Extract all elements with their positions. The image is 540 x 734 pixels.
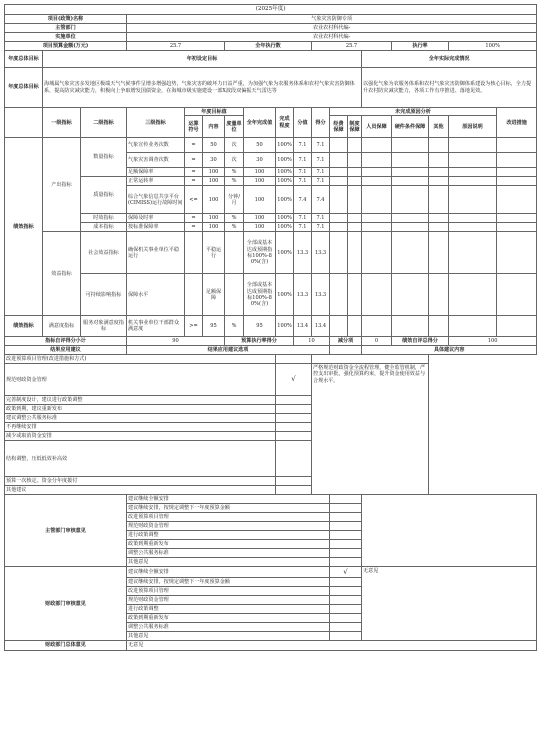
annual-exec-label: 全年执行数 [225, 42, 312, 51]
indicator-done: 100 [244, 223, 276, 232]
app-check [276, 477, 312, 486]
reason-cell [497, 138, 537, 153]
review-check [330, 578, 362, 587]
reason-cell [362, 214, 392, 223]
fin-summary-label: 财政部门总体意见 [5, 641, 127, 651]
indicator-value: 7.1 [294, 168, 312, 177]
indicator-unit: % [225, 223, 244, 232]
fin-review-rows [5, 567, 537, 641]
app-check [276, 432, 312, 441]
indicator-value: 7.4 [294, 186, 312, 214]
annual-done-header: 全年完成值 [244, 108, 276, 138]
reason-cell [362, 177, 392, 186]
reason-cell [449, 168, 497, 177]
lv1-header: 一级指标 [43, 108, 81, 138]
review-check [330, 504, 362, 513]
review-check [330, 522, 362, 531]
reason-cell [362, 153, 392, 168]
app-item-label: 建议调整公共服务标准 [5, 414, 276, 423]
indicator-score: 13.3 [312, 274, 330, 316]
indicator-name: 气象灾害调查次数 [127, 153, 185, 168]
indicator-degree: 100% [276, 274, 294, 316]
reason-cell [392, 153, 429, 168]
annual-target-header: 年度目标值 [185, 108, 244, 116]
reason-cell [429, 153, 449, 168]
reason-cell [449, 214, 497, 223]
app-item-label: 不再继续安排 [5, 423, 276, 432]
list-item [5, 486, 537, 495]
review-item-label: 政策到期重新发布 [127, 614, 330, 623]
lv2-group: 可持续影响指标 [81, 274, 127, 316]
list-item [5, 355, 537, 364]
indicator-score: 7.1 [312, 153, 330, 168]
lv1-group: 产出指标 [43, 138, 81, 232]
indicator-degree: 100% [276, 232, 294, 274]
indicator-op: <= [185, 186, 203, 214]
indicator-op: = [185, 223, 203, 232]
indicator-score: 7.1 [312, 177, 330, 186]
indicator-content: 足额保障 [203, 274, 225, 316]
app-items-header: 结果应用建议选项 [127, 346, 330, 355]
review-check [330, 531, 362, 540]
review-check [330, 596, 362, 605]
reason-cell [348, 153, 362, 168]
indicator-name: 综合气象信息共享平台(CIMISS)运行故障时间 [127, 186, 185, 214]
app-suggestion: 严格规范财政资金全流程管理，健全监管机制，严控支出审批，强化预算约束，提升资金使用效益与合规水平。 [312, 364, 429, 495]
app-check [276, 405, 312, 414]
indicator-name: 气象宣传业务次数 [127, 138, 185, 153]
indicator-score: 7.4 [312, 186, 330, 214]
review-check [330, 587, 362, 596]
indicator-content: 50 [203, 138, 225, 153]
app-item-label: 其他建议 [5, 486, 276, 495]
dept-review-rows [5, 495, 537, 567]
reason-cell [330, 177, 348, 186]
reason-cell [392, 177, 429, 186]
indicator-value: 7.1 [294, 138, 312, 153]
table-row [5, 177, 537, 186]
reason-cell [392, 138, 429, 153]
indicator-value: 7.1 [294, 153, 312, 168]
lv2-group: 成本指标 [81, 223, 127, 232]
budget-label: 项目预算金额(万元) [5, 42, 127, 51]
reason-cell [429, 138, 449, 153]
indicator-score: 13.3 [312, 232, 330, 274]
reason-cell [330, 138, 348, 153]
evaluation-sheet [4, 4, 536, 651]
budget-score-label: 预算执行率得分 [225, 337, 294, 346]
indicator-name: 按标准保障率 [127, 223, 185, 232]
reason-cell [362, 232, 392, 274]
list-item [5, 441, 537, 477]
actual-goal-label: 全年实际完成情况 [362, 51, 537, 68]
reason-cell [392, 223, 429, 232]
review-check [330, 614, 362, 623]
reason-cell [348, 223, 362, 232]
app-check [276, 355, 312, 364]
reason-cell [497, 223, 537, 232]
indicator-done: 100 [244, 168, 276, 177]
app-check [276, 414, 312, 423]
review-check [330, 558, 362, 567]
app-item-label: 减少或取消资金安排 [5, 432, 276, 441]
reason-header: 未完成原因分析 [330, 108, 497, 116]
score-header: 得分 [312, 108, 330, 138]
total-score: 100 [449, 337, 537, 346]
total-score-label: 绩效自评总得分 [392, 337, 449, 346]
goal-label: 年度总体目标 [5, 51, 43, 68]
deduct-label: 减分项 [330, 337, 362, 346]
self-score: 90 [127, 337, 225, 346]
indicator-done: 100 [244, 214, 276, 223]
reason-cell [429, 214, 449, 223]
review-item-label: 其他意见 [127, 558, 330, 567]
app-item-label: 预算一次核定、资金分年度拨付 [5, 477, 276, 486]
reason-cell [497, 177, 537, 186]
review-item-label: 进行政策调整 [127, 605, 330, 614]
app-check [276, 441, 312, 477]
table-row [5, 138, 537, 153]
indicator-name: 保障水平 [127, 274, 185, 316]
perf-label: 绩效指标 [5, 138, 43, 316]
reason-cell [362, 168, 392, 177]
reason-cell [449, 153, 497, 168]
review-check [330, 495, 362, 504]
indicator-degree: 100% [277, 224, 292, 231]
list-item [5, 477, 537, 486]
reason-cell [497, 168, 537, 177]
app-rows [5, 355, 537, 495]
reason-funding: 经费保障 [330, 116, 348, 138]
reason-cell [449, 177, 497, 186]
reason-cell [330, 223, 348, 232]
fin_review-opinion: 无意见 [362, 567, 537, 641]
reason-cell [449, 186, 497, 214]
review-item-label: 调整公共服务标准 [127, 549, 330, 558]
indicator-content: 100 [203, 223, 225, 232]
budget-value: 25.7 [127, 42, 225, 51]
reason-cell [348, 186, 362, 214]
indicator-value: 7.1 [294, 214, 312, 223]
indicator-degree: 100% [276, 186, 294, 214]
annual-exec-value: 25.7 [312, 42, 392, 51]
reason-cell [330, 274, 348, 316]
lv2-group: 质量指标 [81, 177, 127, 214]
indicator-unit: % [225, 214, 244, 223]
goal-row-label: 年度总体目标 [5, 68, 43, 108]
dept_review-opinion [362, 495, 537, 567]
list-item [5, 414, 537, 423]
indicator-degree: 100% [277, 215, 292, 222]
indicator-score: 7.1 [312, 168, 330, 177]
reason-cell [392, 214, 429, 223]
indicator-op: = [185, 153, 203, 168]
reason-cell [449, 223, 497, 232]
service-group: 服务对象满意度指标 [81, 316, 127, 337]
unit-label: 实施单位 [5, 33, 127, 42]
list-item [5, 396, 537, 405]
year-title: (2025年度) [5, 5, 537, 15]
reason-cell [497, 274, 537, 316]
review-item-label: 建议继续全额安排 [127, 495, 330, 504]
indicator-unit: 次 [225, 138, 244, 153]
indicator-content: 30 [203, 153, 225, 168]
list-item [5, 495, 537, 504]
indicator-unit [225, 232, 244, 274]
reason-cell [429, 274, 449, 316]
indicator-op: = [185, 214, 203, 223]
reason-cell [392, 186, 429, 214]
degree-header: 完成程度 [276, 108, 294, 138]
initial-goal-text: 海城属气象灾害多发地区极端天气气候事件呈增多增强趋势，气象灾害的破坏力日益严重，为加强气象为农服务体系和农村气象灾害防御体系，提高防灾减灾能力，积极向上争取增发国债资金，在海城市级实施建设一部X波段双偏振天气雷达等 [43, 68, 362, 108]
app-check [276, 396, 312, 405]
review-check [330, 540, 362, 549]
reason-cell [429, 232, 449, 274]
review-item-label: 政策到期重新发布 [127, 540, 330, 549]
list-item [5, 364, 537, 396]
review-check [330, 605, 362, 614]
table-row [5, 223, 537, 232]
lv2-group: 社会效益指标 [81, 232, 127, 274]
indicator-name: 足额保障率 [127, 168, 185, 177]
reason-hardware: 硬件条件保障 [392, 116, 429, 138]
indicator-content: 100 [203, 177, 225, 186]
indicator-value: 13.3 [294, 232, 312, 274]
indicator-degree: 100% [277, 178, 292, 185]
indicator-name: 确保机关事业单位平稳运行 [127, 232, 185, 274]
reason-cell [348, 138, 362, 153]
reason-staff: 人员保障 [362, 116, 392, 138]
app-item-label: 规范财政资金管理 [5, 364, 276, 396]
self-score-label: 指标自评得分小计 [5, 337, 127, 346]
op-header: 运算符号 [185, 116, 203, 138]
reason-cell [429, 186, 449, 214]
app-item-label: 政策到期，建议重新发布 [5, 405, 276, 414]
evaluation-table [4, 4, 537, 651]
review-check [330, 632, 362, 641]
project-name: 气象灾害防御专项 [127, 15, 537, 24]
satisfaction-group: 满意度指标 [43, 316, 81, 337]
reason-note: 原因说明 [449, 116, 497, 138]
indicator-op: = [185, 177, 203, 186]
reason-cell [392, 232, 429, 274]
review-item-label: 规范财政资金管理 [127, 596, 330, 605]
app-check [276, 423, 312, 432]
reason-cell [330, 232, 348, 274]
review-check [330, 623, 362, 632]
dept-value: 农业农村科代编- [127, 24, 537, 33]
indicator-name: 保障及时率 [127, 214, 185, 223]
indicator-unit: 次 [225, 153, 244, 168]
measures-header: 改进措施 [497, 108, 537, 138]
reason-cell [362, 186, 392, 214]
app-check: √ [276, 364, 312, 396]
indicator-value: 7.1 [294, 177, 312, 186]
reason-cell [348, 232, 362, 274]
app-check [276, 486, 312, 495]
review-item-label: 进行政策调整 [127, 531, 330, 540]
indicator-done: 30 [244, 153, 276, 168]
app-item-label: 结构调整，压低低效补高效 [5, 441, 276, 477]
list-item [5, 567, 537, 578]
reason-cell [429, 177, 449, 186]
lv2-group: 时效指标 [81, 214, 127, 223]
indicator-unit: % [225, 177, 244, 186]
list-item [5, 432, 537, 441]
lv2-header: 二级指标 [81, 108, 127, 138]
reason-cell [330, 168, 348, 177]
exec-rate-value: 100% [449, 42, 537, 51]
indicator-unit: 分钟/月 [225, 186, 244, 214]
reason-other: 其他 [429, 116, 449, 138]
unit-header: 度量单位 [225, 116, 244, 138]
reason-cell [497, 232, 537, 274]
indicator-content: 100 [203, 168, 225, 177]
review-check: √ [330, 567, 362, 578]
reason-cell [429, 223, 449, 232]
lv1-group: 效益指标 [43, 232, 81, 316]
initial-goal-label: 年初设定目标 [43, 51, 362, 68]
indicator-content: 100 [203, 186, 225, 214]
review-item-label: 建议继续安排，按规定调整下一年度预算金额 [127, 504, 330, 513]
reason-cell [392, 168, 429, 177]
review-item-label: 建议继续安排，按规定调整下一年度预算金额 [127, 578, 330, 587]
indicator-content: 平稳运行 [203, 232, 225, 274]
app-content-header: 具体建议内容 [362, 346, 537, 355]
reason-cell [348, 168, 362, 177]
reason-cell [449, 274, 497, 316]
reason-cell [449, 138, 497, 153]
indicator-done: 全部或基本达成预期指标100%-80%(含) [244, 232, 276, 274]
indicator-op: = [185, 138, 203, 153]
indicator-score: 7.1 [312, 223, 330, 232]
indicator-op [185, 232, 203, 274]
reason-cell [330, 153, 348, 168]
indicator-done: 全部或基本达成预期指标100%-80%(含) [244, 274, 276, 316]
table-row [5, 214, 537, 223]
reason-cell [348, 177, 362, 186]
content-header: 内容 [203, 116, 225, 138]
perf-label-2: 绩效指标 [5, 316, 43, 337]
reason-cell [362, 138, 392, 153]
reason-system: 制度保障 [348, 116, 362, 138]
reason-cell [497, 214, 537, 223]
list-item [5, 405, 537, 414]
list-item [5, 423, 537, 432]
actual-goal-text: 以强化气象为农服务体系和农村气象灾害防御体系建设为核心目标，全力提升农村防灾减灾能力，各项工作有序推进、落地见效。 [362, 68, 537, 108]
indicator-op [185, 274, 203, 316]
indicator-done: 100 [244, 186, 276, 214]
indicator-score: 7.1 [312, 138, 330, 153]
indicator-score: 7.1 [312, 214, 330, 223]
indicator-value: 7.1 [294, 223, 312, 232]
indicator-content: 100 [203, 214, 225, 223]
reason-cell [330, 214, 348, 223]
budget-score: 10 [294, 337, 330, 346]
reason-cell [392, 274, 429, 316]
indicator-unit [225, 274, 244, 316]
app-label: 结果应用建议 [5, 346, 127, 355]
table-row [5, 232, 537, 274]
dept_review-label: 主管部门审核意见 [5, 495, 127, 567]
fin-summary-value: 无意见 [127, 641, 537, 651]
lv3-header: 三级指标 [127, 108, 185, 138]
review-check [330, 513, 362, 522]
fin_review-label: 财政部门审核意见 [5, 567, 127, 641]
indicator-op: = [185, 168, 203, 177]
score-value-header: 分值 [294, 108, 312, 138]
reason-cell [348, 274, 362, 316]
reason-cell [497, 186, 537, 214]
unit-value: 农业农村科代编- [127, 33, 537, 42]
indicator-rows [5, 138, 537, 316]
review-item-label: 改进预算项目管理 [127, 513, 330, 522]
table-row: 绩效指标 满意度指标 服务对象满意度指标 机关事业单位干部群众满意度 >= 95 % 95 100% 13.4 13.4 [5, 316, 537, 337]
review-item-label: 其他意见 [127, 632, 330, 641]
project-name-label: 项目(政策)名称 [5, 15, 127, 24]
indicator-degree: 100% [276, 153, 294, 168]
lv2-group: 数量指标 [81, 138, 127, 177]
reason-cell [330, 186, 348, 214]
reason-cell [497, 153, 537, 168]
review-item-label: 建议继续全额安排 [127, 567, 330, 578]
indicator-done: 100 [244, 177, 276, 186]
indicator-degree: 100% [276, 138, 294, 153]
exec-rate-label: 执行率 [392, 42, 449, 51]
indicator-unit: % [225, 168, 244, 177]
indicator-value: 13.3 [294, 274, 312, 316]
reason-cell [348, 214, 362, 223]
reason-cell [429, 168, 449, 177]
reason-cell [362, 274, 392, 316]
app-item-label: 改进预算项目管理(改进措施和方式) [5, 355, 276, 364]
deduct-value: 0 [362, 337, 392, 346]
indicator-name: 正常运转率 [127, 177, 185, 186]
score-summary-row [5, 337, 537, 346]
review-item-label: 规范财政资金管理 [127, 522, 330, 531]
fin-summary-row [5, 641, 537, 651]
table-row [5, 274, 537, 316]
reason-cell [449, 232, 497, 274]
reason-cell [362, 223, 392, 232]
app-item-label: 完善制度设计，建议进行政策调整 [5, 396, 276, 405]
review-item-label: 调整公共服务标准 [127, 623, 330, 632]
review-check [330, 549, 362, 558]
indicator-done: 50 [244, 138, 276, 153]
review-item-label: 改进预算项目管理 [127, 587, 330, 596]
indicator-degree: 100% [277, 169, 292, 176]
dept-label: 主管部门 [5, 24, 127, 33]
